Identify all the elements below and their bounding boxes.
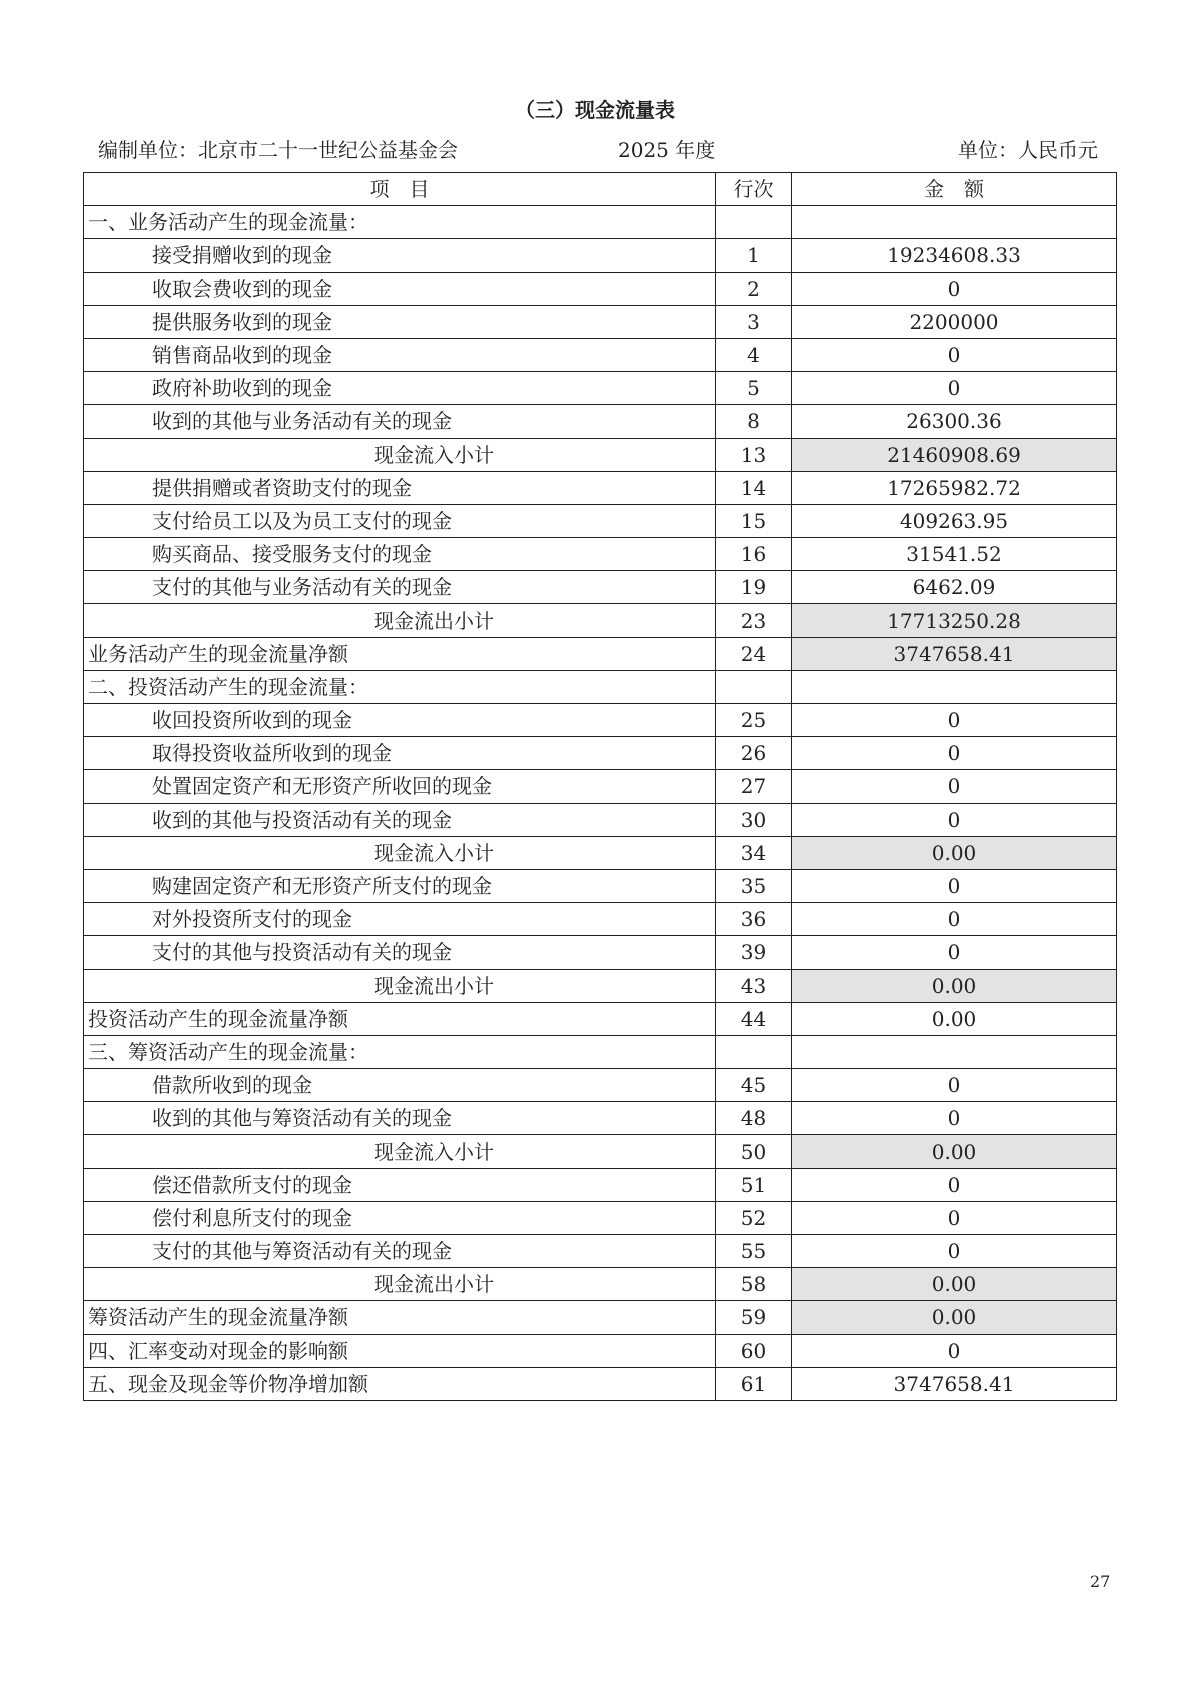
row-amount: 0.00 — [792, 1268, 1117, 1301]
row-line: 59 — [716, 1301, 792, 1334]
row-item: 二、投资活动产生的现金流量： — [84, 670, 716, 703]
row-amount: 409263.95 — [792, 504, 1117, 537]
table-row — [84, 1201, 1117, 1234]
row-line: 16 — [716, 538, 792, 571]
report-meta — [98, 134, 1098, 166]
row-amount: 0 — [792, 770, 1117, 803]
row-item: 收到的其他与筹资活动有关的现金 — [84, 1102, 716, 1135]
table-row — [84, 1367, 1117, 1400]
row-line: 5 — [716, 372, 792, 405]
row-item: 支付的其他与投资活动有关的现金 — [84, 936, 716, 969]
row-item: 取得投资收益所收到的现金 — [84, 737, 716, 770]
row-line: 61 — [716, 1367, 792, 1400]
row-item: 提供捐赠或者资助支付的现金 — [84, 471, 716, 504]
row-item: 政府补助收到的现金 — [84, 372, 716, 405]
table-row — [84, 504, 1117, 537]
row-amount: 0 — [792, 936, 1117, 969]
row-amount: 0 — [792, 1069, 1117, 1102]
header-item: 项 目 — [84, 173, 716, 206]
row-amount: 3747658.41 — [792, 1367, 1117, 1400]
table-row — [84, 770, 1117, 803]
subtotal-row — [84, 1268, 1117, 1301]
subtotal-row — [84, 1135, 1117, 1168]
subtotal-row — [84, 969, 1117, 1002]
row-amount: 0 — [792, 869, 1117, 902]
net-total-row — [84, 1002, 1117, 1035]
row-item: 收取会费收到的现金 — [84, 272, 716, 305]
table-row — [84, 239, 1117, 272]
row-line: 60 — [716, 1334, 792, 1367]
table-row — [84, 903, 1117, 936]
row-amount: 31541.52 — [792, 538, 1117, 571]
row-item: 现金流出小计 — [84, 604, 716, 637]
table-header-row — [84, 173, 1117, 206]
organization-label: 编制单位：北京市二十一世纪公益基金会 — [98, 138, 458, 162]
row-amount: 17713250.28 — [792, 604, 1117, 637]
table-row — [84, 272, 1117, 305]
row-line: 1 — [716, 239, 792, 272]
row-amount — [792, 1035, 1117, 1068]
row-item: 处置固定资产和无形资产所收回的现金 — [84, 770, 716, 803]
row-line: 51 — [716, 1168, 792, 1201]
row-line: 36 — [716, 903, 792, 936]
row-amount: 0 — [792, 1102, 1117, 1135]
row-line: 19 — [716, 571, 792, 604]
table-row — [84, 372, 1117, 405]
row-line: 30 — [716, 803, 792, 836]
page-title: （三）现金流量表 — [515, 98, 675, 122]
row-amount: 0.00 — [792, 836, 1117, 869]
row-item: 支付的其他与筹资活动有关的现金 — [84, 1235, 716, 1268]
table-row — [84, 803, 1117, 836]
row-amount — [792, 206, 1117, 239]
row-amount: 0.00 — [792, 969, 1117, 1002]
row-amount: 0 — [792, 737, 1117, 770]
row-line: 8 — [716, 405, 792, 438]
table-row — [84, 869, 1117, 902]
page-number: 27 — [1090, 1572, 1111, 1591]
currency-unit: 单位：人民币元 — [958, 138, 1098, 162]
row-amount: 0 — [792, 372, 1117, 405]
row-amount: 0 — [792, 1201, 1117, 1234]
row-item: 一、业务活动产生的现金流量： — [84, 206, 716, 239]
row-amount: 0 — [792, 803, 1117, 836]
row-item: 提供服务收到的现金 — [84, 305, 716, 338]
table-row — [84, 405, 1117, 438]
row-amount: 3747658.41 — [792, 637, 1117, 670]
row-item: 借款所收到的现金 — [84, 1069, 716, 1102]
row-line: 52 — [716, 1201, 792, 1234]
row-line: 50 — [716, 1135, 792, 1168]
row-line: 55 — [716, 1235, 792, 1268]
row-item: 现金流出小计 — [84, 969, 716, 1002]
row-item: 现金流入小计 — [84, 438, 716, 471]
header-amount: 金 额 — [792, 173, 1117, 206]
row-line — [716, 1035, 792, 1068]
row-line: 4 — [716, 338, 792, 371]
row-line: 35 — [716, 869, 792, 902]
row-line: 43 — [716, 969, 792, 1002]
row-item: 对外投资所支付的现金 — [84, 903, 716, 936]
row-line: 48 — [716, 1102, 792, 1135]
row-amount: 0 — [792, 1235, 1117, 1268]
row-item: 收到的其他与投资活动有关的现金 — [84, 803, 716, 836]
table-row — [84, 1235, 1117, 1268]
section-row — [84, 670, 1117, 703]
row-item: 接受捐赠收到的现金 — [84, 239, 716, 272]
row-amount: 0 — [792, 704, 1117, 737]
row-item: 支付的其他与业务活动有关的现金 — [84, 571, 716, 604]
subtotal-row — [84, 836, 1117, 869]
table-row — [84, 538, 1117, 571]
row-line: 44 — [716, 1002, 792, 1035]
row-line: 23 — [716, 604, 792, 637]
row-amount — [792, 670, 1117, 703]
row-item: 收回投资所收到的现金 — [84, 704, 716, 737]
row-item: 现金流入小计 — [84, 836, 716, 869]
row-item: 三、筹资活动产生的现金流量： — [84, 1035, 716, 1068]
row-line: 26 — [716, 737, 792, 770]
row-item: 偿付利息所支付的现金 — [84, 1201, 716, 1234]
table-row — [84, 206, 1117, 239]
row-amount: 0 — [792, 1168, 1117, 1201]
report-year: 2025 年度 — [618, 138, 716, 162]
row-line: 25 — [716, 704, 792, 737]
row-item: 现金流入小计 — [84, 1135, 716, 1168]
row-item: 业务活动产生的现金流量净额 — [84, 637, 716, 670]
row-line — [716, 206, 792, 239]
header-line: 行次 — [716, 173, 792, 206]
row-line: 24 — [716, 637, 792, 670]
table-row — [84, 936, 1117, 969]
table-row — [84, 704, 1117, 737]
row-line: 39 — [716, 936, 792, 969]
subtotal-row — [84, 438, 1117, 471]
row-amount: 2200000 — [792, 305, 1117, 338]
row-amount: 0 — [792, 272, 1117, 305]
row-line: 27 — [716, 770, 792, 803]
row-amount: 0 — [792, 1334, 1117, 1367]
net-total-row — [84, 1301, 1117, 1334]
row-amount: 6462.09 — [792, 571, 1117, 604]
row-item: 筹资活动产生的现金流量净额 — [84, 1301, 716, 1334]
table-row — [84, 338, 1117, 371]
row-item: 收到的其他与业务活动有关的现金 — [84, 405, 716, 438]
row-line: 3 — [716, 305, 792, 338]
row-line: 34 — [716, 836, 792, 869]
row-line: 15 — [716, 504, 792, 537]
row-item: 现金流出小计 — [84, 1268, 716, 1301]
row-amount: 0.00 — [792, 1135, 1117, 1168]
row-item: 偿还借款所支付的现金 — [84, 1168, 716, 1201]
row-line: 13 — [716, 438, 792, 471]
row-item: 四、汇率变动对现金的影响额 — [84, 1334, 716, 1367]
row-line: 2 — [716, 272, 792, 305]
row-line: 58 — [716, 1268, 792, 1301]
row-line — [716, 670, 792, 703]
table-row — [84, 1069, 1117, 1102]
row-line: 14 — [716, 471, 792, 504]
net-total-row — [84, 637, 1117, 670]
table-row — [84, 305, 1117, 338]
row-amount: 0 — [792, 903, 1117, 936]
table-row — [84, 1102, 1117, 1135]
table-row — [84, 1168, 1117, 1201]
row-item: 五、现金及现金等价物净增加额 — [84, 1367, 716, 1400]
row-amount: 17265982.72 — [792, 471, 1117, 504]
row-amount: 0 — [792, 338, 1117, 371]
row-item: 购建固定资产和无形资产所支付的现金 — [84, 869, 716, 902]
row-amount: 26300.36 — [792, 405, 1117, 438]
table-row — [84, 737, 1117, 770]
row-item: 销售商品收到的现金 — [84, 338, 716, 371]
row-amount: 19234608.33 — [792, 239, 1117, 272]
row-amount: 21460908.69 — [792, 438, 1117, 471]
row-amount: 0.00 — [792, 1002, 1117, 1035]
row-item: 投资活动产生的现金流量净额 — [84, 1002, 716, 1035]
section-row — [84, 1035, 1117, 1068]
table-row — [84, 571, 1117, 604]
row-item: 支付给员工以及为员工支付的现金 — [84, 504, 716, 537]
cash-flow-table — [83, 172, 1117, 1401]
table-row — [84, 1334, 1117, 1367]
row-item: 购买商品、接受服务支付的现金 — [84, 538, 716, 571]
table-row — [84, 471, 1117, 504]
row-line: 45 — [716, 1069, 792, 1102]
subtotal-row — [84, 604, 1117, 637]
row-amount: 0.00 — [792, 1301, 1117, 1334]
